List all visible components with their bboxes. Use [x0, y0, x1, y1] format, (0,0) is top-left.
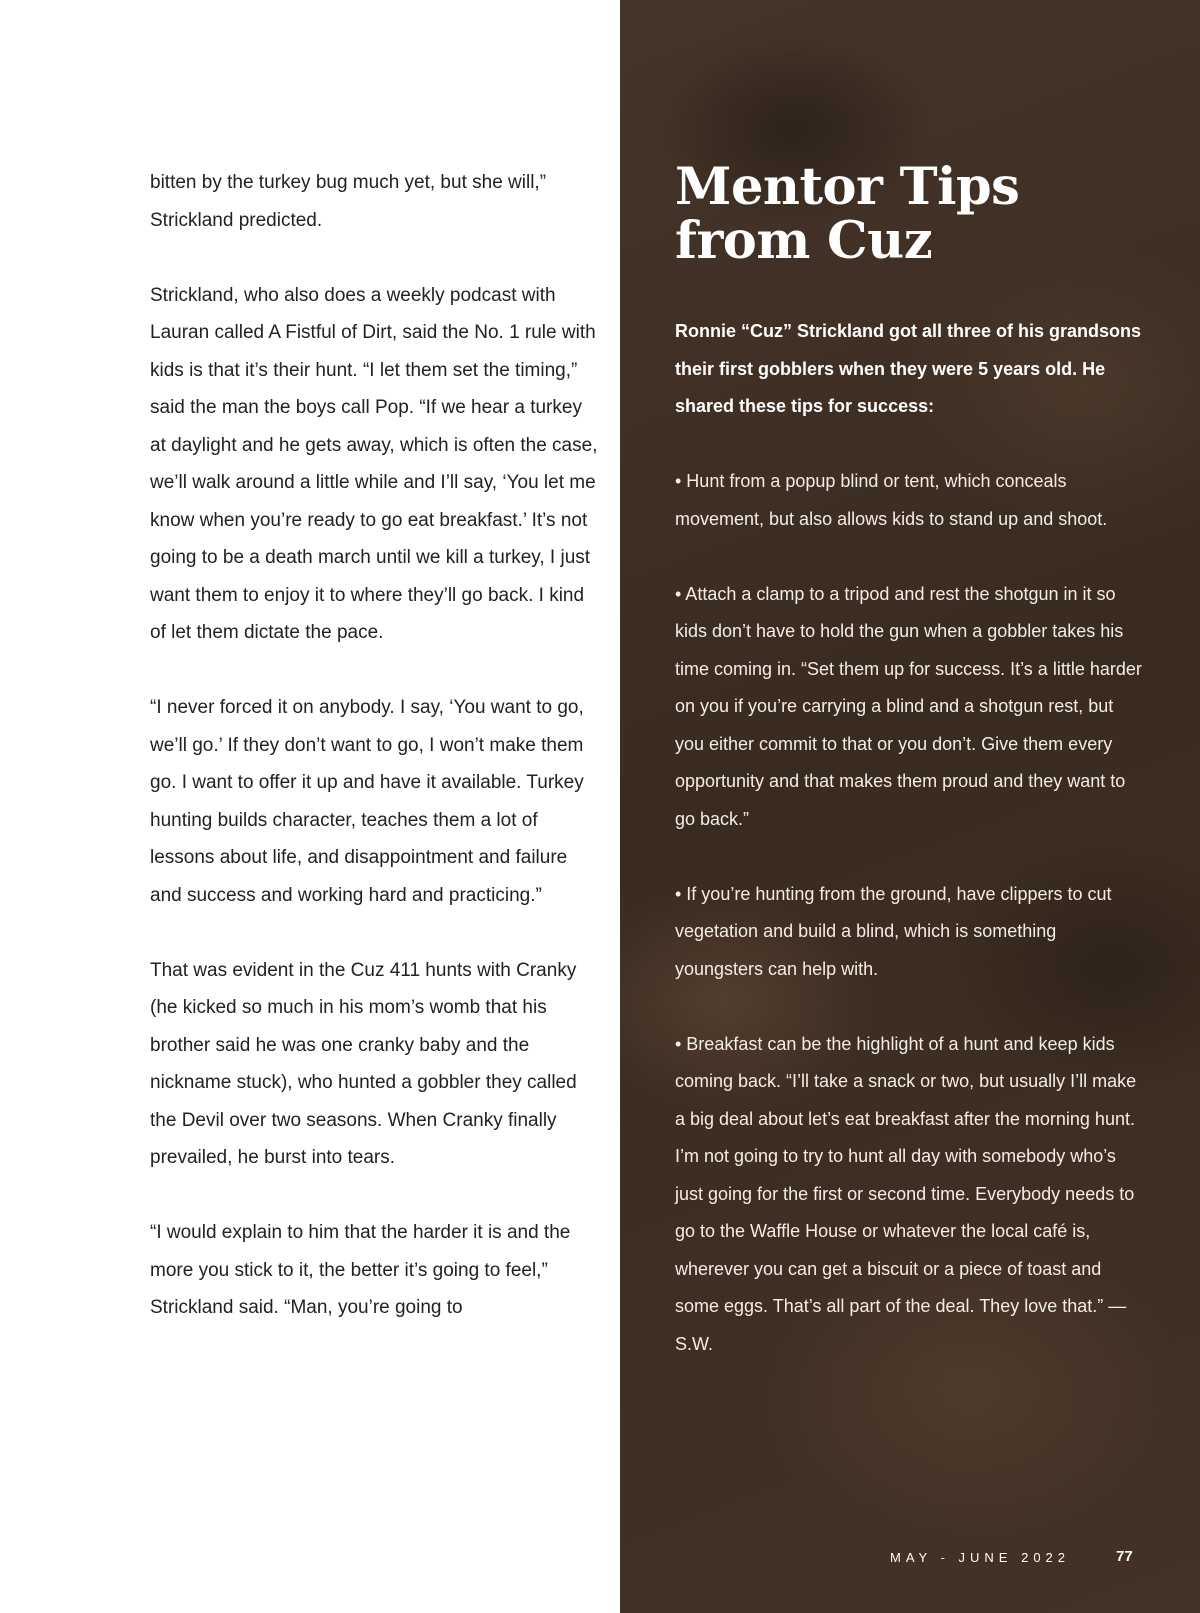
page-number: 77 — [1116, 1548, 1133, 1565]
article-paragraph: Strickland, who also does a weekly podcast with Lauran called A Fistful of Dirt, said the No. 1 rule with kids is that it’s their hunt. “I let them set the timing,” said the man the boys call Pop. “If we hear a turkey at daylight and he gets away, which is often the case, we’ll walk around a little while and I’ll say, ‘You let me know when you’re ready to go eat breakfast.’ It’s not going to be a death march until we kill a turkey, I just want them to enjoy it to where they’ll go back. I kind of let them dictate the pace. — [150, 284, 598, 643]
sidebar-tip: • Breakfast can be the highlight of a hunt and keep kids coming back. “I’ll take a snack or two, but usually I’ll make a big deal about let’s eat breakfast after the morning hunt. I’m not going to try to hunt all day with somebody who’s just going for the first or second time. Everybody needs to go to the Waffle House or whatever the local café is, wherever you can get a biscuit or a piece of toast and some eggs. That’s all part of the deal. They love that.” — S.W. — [675, 1033, 1137, 1354]
article-paragraph: “I would explain to him that the harder it is and the more you stick to it, the better it’s going to feel,” Strickland said. “Man, you’re going to — [150, 1222, 571, 1318]
article-paragraph: That was evident in the Cuz 411 hunts with Cranky (he kicked so much in his mom’s womb that his brother said he was one cranky baby and the nickname stuck), who hunted a gobbler they called the Devil over two seasons. When Cranky finally prevailed, he burst into tears. — [150, 959, 577, 1168]
mentor-tips-sidebar — [620, 0, 1200, 1613]
sidebar-body — [675, 313, 1145, 1363]
article-paragraph: “I never forced it on anybody. I say, ‘You want to go, we’ll go.’ If they don’t want to go, I won’t make them go. I want to offer it up and have it available. Turkey hunting builds character, teaches them a lot of lessons about life, and disappointment and failure and success and working hard and practicing.” — [150, 697, 584, 906]
article-body — [150, 164, 600, 1327]
sidebar-tip: • Attach a clamp to a tripod and rest the shotgun in it so kids don’t have to hold the gun when a gobbler takes his time coming in. “Set them up for success. It’s a little harder on you if you’re carrying a blind and a shotgun rest, but you either commit to that or you don’t. Give them every opportunity and that makes them proud and they want to go back.” — [675, 583, 1142, 829]
sidebar-tip: • If you’re hunting from the ground, have clippers to cut vegetation and build a blind, which is something youngsters can help with. — [675, 883, 1112, 979]
issue-date: MAY - JUNE 2022 — [890, 1550, 1071, 1565]
sidebar-intro: Ronnie “Cuz” Strickland got all three of his grandsons their first gobblers when they were 5 years old. He shared these tips for success: — [675, 321, 1142, 416]
sidebar-tip: • Hunt from a popup blind or tent, which conceals movement, but also allows kids to stand up and shoot. — [675, 471, 1108, 529]
sidebar-title: Mentor Tips from Cuz — [675, 157, 1020, 271]
article-paragraph: bitten by the turkey bug much yet, but she will,” Strickland predicted. — [150, 172, 547, 231]
